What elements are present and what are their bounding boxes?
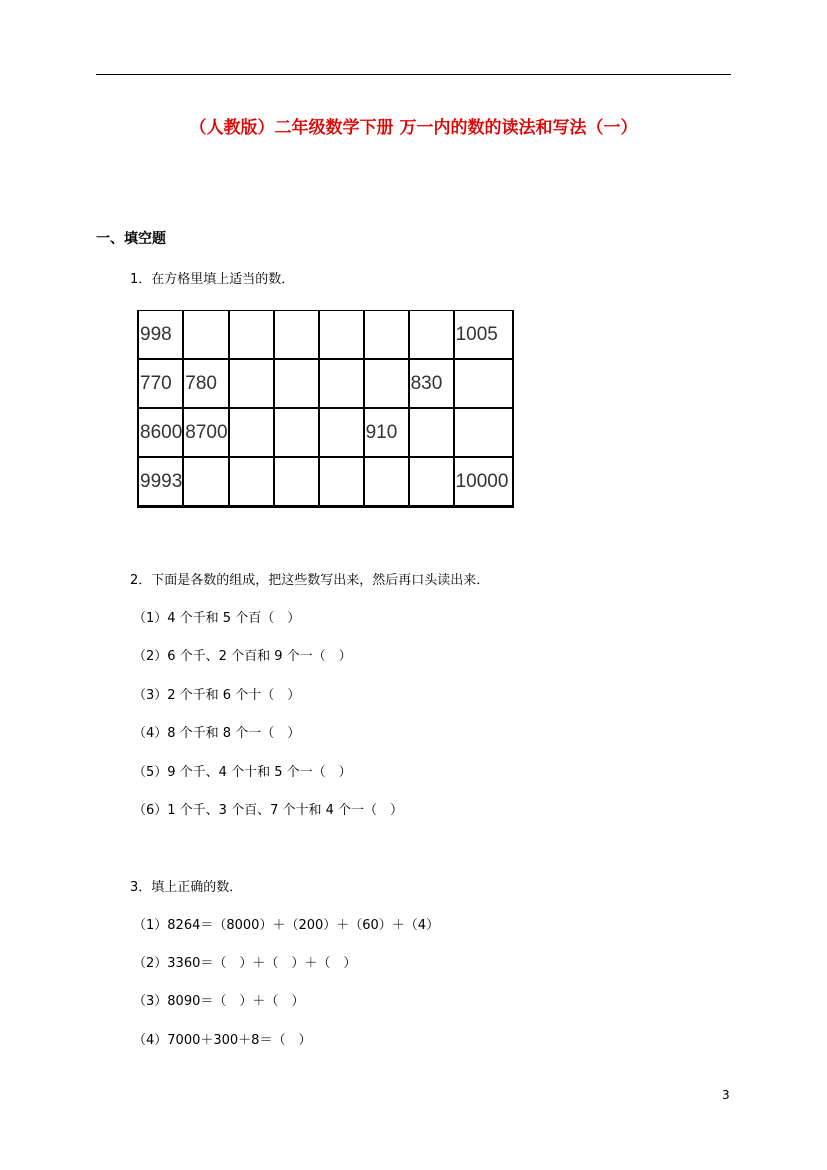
grid-cell[interactable] xyxy=(409,409,454,458)
grid-row xyxy=(138,360,513,409)
grid-cell[interactable] xyxy=(319,311,364,360)
grid-cell: 8700 xyxy=(183,409,228,458)
grid-cell[interactable] xyxy=(274,458,319,507)
grid-cell[interactable] xyxy=(319,409,364,458)
question-3-item: （2）3360＝（ ）＋（ ）＋（ ） xyxy=(133,956,357,971)
grid-cell[interactable] xyxy=(409,311,454,360)
grid-cell: 770 xyxy=(138,360,183,409)
grid-cell[interactable] xyxy=(229,360,274,409)
question-3-item: （4）7000＋300＋8＝（ ） xyxy=(133,1033,312,1048)
section-heading: 一、填空题 xyxy=(96,231,166,247)
grid-cell: 1005 xyxy=(454,311,513,360)
grid-cell[interactable] xyxy=(229,311,274,360)
grid-cell[interactable] xyxy=(319,458,364,507)
page-number: 3 xyxy=(722,1088,730,1102)
grid-cell[interactable] xyxy=(454,409,513,458)
grid-cell[interactable] xyxy=(274,311,319,360)
grid-row xyxy=(138,458,513,507)
grid-cell[interactable] xyxy=(274,409,319,458)
grid-row xyxy=(138,311,513,360)
question-1-prompt: 1．在方格里填上适当的数． xyxy=(130,272,295,287)
grid-cell[interactable] xyxy=(364,360,409,409)
question-2-item: （4）8 个千和 8 个一（ ） xyxy=(133,726,301,741)
grid-cell[interactable] xyxy=(364,458,409,507)
grid-cell: 910 xyxy=(364,409,409,458)
header-rule xyxy=(96,74,731,75)
question-2-item: （5）9 个千、4 个十和 5 个一（ ） xyxy=(133,765,352,780)
grid-cell: 998 xyxy=(138,311,183,360)
question-2-prompt: 2．下面是各数的组成，把这些数写出来，然后再口头读出来． xyxy=(130,573,490,588)
grid-cell: 8600 xyxy=(138,409,183,458)
grid-cell[interactable] xyxy=(364,311,409,360)
grid-cell[interactable] xyxy=(319,360,364,409)
grid-cell: 9993 xyxy=(138,458,183,507)
question-3-item: （1）8264＝（8000）＋（200）＋（60）＋（4） xyxy=(133,918,440,933)
question-3-item: （3）8090＝（ ）＋（ ） xyxy=(133,994,305,1009)
grid-cell[interactable] xyxy=(229,458,274,507)
page-title: （人教版）二年级数学下册 万一内的数的读法和写法（一） xyxy=(189,118,638,138)
grid-cell[interactable] xyxy=(183,458,228,507)
grid-row xyxy=(138,409,513,458)
grid-cell[interactable] xyxy=(454,360,513,409)
question-2-item: （6）1 个千、3 个百、7 个十和 4 个一（ ） xyxy=(133,803,404,818)
grid-cell[interactable] xyxy=(229,409,274,458)
number-grid xyxy=(137,310,514,508)
grid-cell[interactable] xyxy=(274,360,319,409)
grid-cell: 830 xyxy=(409,360,454,409)
grid-cell: 780 xyxy=(183,360,228,409)
grid-cell[interactable] xyxy=(409,458,454,507)
question-3-prompt: 3．填上正确的数． xyxy=(130,880,243,895)
question-2-item: （3）2 个千和 6 个十（ ） xyxy=(133,688,301,703)
question-2-item: （2）6 个千、2 个百和 9 个一（ ） xyxy=(133,649,352,664)
grid-cell: 10000 xyxy=(454,458,513,507)
question-2-item: （1）4 个千和 5 个百（ ） xyxy=(133,611,301,626)
grid-cell[interactable] xyxy=(183,311,228,360)
